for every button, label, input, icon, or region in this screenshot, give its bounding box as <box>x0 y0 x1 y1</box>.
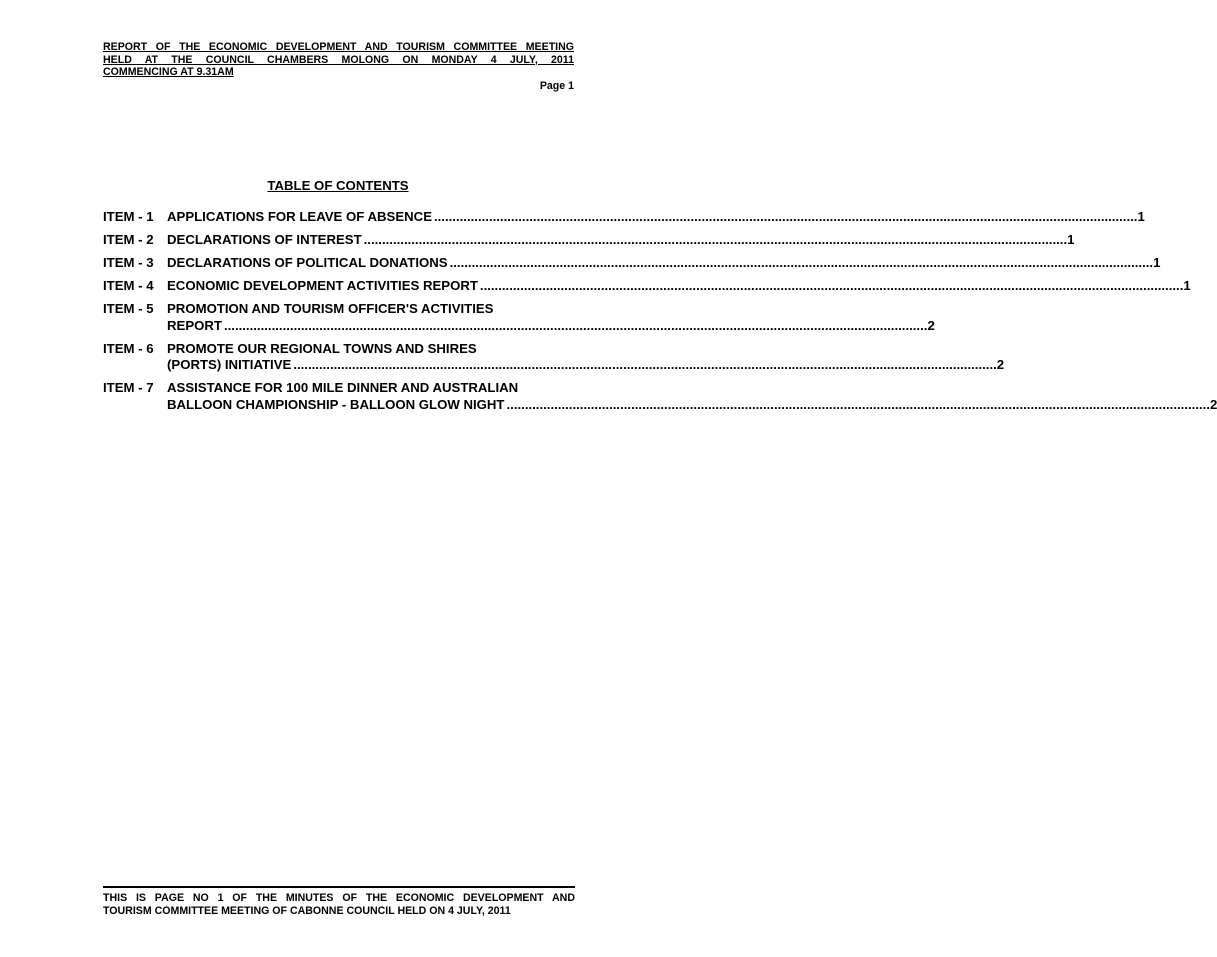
toc-item-title: DECLARATIONS OF INTEREST <box>167 232 362 247</box>
toc-item-page: 1 <box>1153 255 1161 270</box>
toc-leader-dots <box>480 278 1183 295</box>
page-number: Page 1 <box>539 80 574 92</box>
toc-item-page: 2 <box>996 357 1005 372</box>
footer-divider <box>103 886 575 888</box>
toc-leader-dots <box>450 255 1153 272</box>
toc-item-number: ITEM - 1 <box>103 209 154 224</box>
toc-item-7[interactable] <box>103 380 1217 413</box>
toc-item-title: APPLICATIONS FOR LEAVE OF ABSENCE <box>167 209 432 224</box>
footer-line-1: THIS IS PAGE NO 1 OF THE MINUTES OF THE ECONOMIC DEVELOPMENT AND <box>103 892 575 904</box>
toc-item-number: ITEM - 4 <box>103 278 154 293</box>
toc-item-2[interactable] <box>103 232 1075 249</box>
header-line-1: REPORT OF THE ECONOMIC DEVELOPMENT AND TOURISM COMMITTEE MEETING <box>103 41 574 53</box>
table-of-contents <box>103 209 1217 420</box>
footer-line-2: TOURISM COMMITTEE MEETING OF CABONNE COUNCIL HELD ON 4 JULY, 2011 <box>103 904 511 917</box>
toc-item-page: 1 <box>1183 278 1191 293</box>
toc-item-page: 1 <box>1137 209 1145 224</box>
toc-item-3[interactable] <box>103 255 1161 272</box>
report-header <box>103 41 574 79</box>
toc-item-title-continued: REPORT <box>167 317 222 333</box>
toc-leader-dots <box>434 209 1137 226</box>
toc-item-number: ITEM - 2 <box>103 232 154 247</box>
toc-item-number: ITEM - 7 <box>103 380 154 395</box>
toc-item-number: ITEM - 3 <box>103 255 154 270</box>
toc-item-title: ECONOMIC DEVELOPMENT ACTIVITIES REPORT <box>167 278 478 293</box>
toc-item-title: ASSISTANCE FOR 100 MILE DINNER AND AUSTRALIAN <box>167 380 519 395</box>
toc-item-1[interactable] <box>103 209 1145 226</box>
toc-item-title: PROMOTION AND TOURISM OFFICER'S ACTIVITIES <box>167 301 494 316</box>
toc-item-page: 2 <box>927 317 935 333</box>
toc-item-title: PROMOTE OUR REGIONAL TOWNS AND SHIRES <box>167 340 477 356</box>
toc-item-number: ITEM - 5 <box>103 301 154 316</box>
toc-leader-dots <box>293 357 996 374</box>
toc-item-number: ITEM - 6 <box>103 340 154 356</box>
toc-item-5[interactable] <box>103 301 935 334</box>
header-line-3: COMMENCING AT 9.31AM <box>103 66 234 78</box>
header-line-2: HELD AT THE COUNCIL CHAMBERS MOLONG ON MONDAY 4 JULY, 2011 <box>103 53 574 66</box>
toc-item-title-continued: (PORTS) INITIATIVE <box>167 357 292 372</box>
toc-item-title: DECLARATIONS OF POLITICAL DONATIONS <box>167 255 448 270</box>
page-footer <box>103 892 575 917</box>
toc-leader-dots <box>507 397 1210 414</box>
toc-leader-dots <box>224 318 927 335</box>
toc-item-6[interactable] <box>103 340 1005 374</box>
toc-item-page: 1 <box>1067 232 1075 247</box>
toc-leader-dots <box>364 232 1067 249</box>
toc-item-page: 2 <box>1209 396 1217 412</box>
toc-title: TABLE OF CONTENTS <box>267 178 409 193</box>
toc-item-title-continued: BALLOON CHAMPIONSHIP - BALLOON GLOW NIGHT <box>167 396 505 412</box>
toc-item-4[interactable] <box>103 278 1191 295</box>
